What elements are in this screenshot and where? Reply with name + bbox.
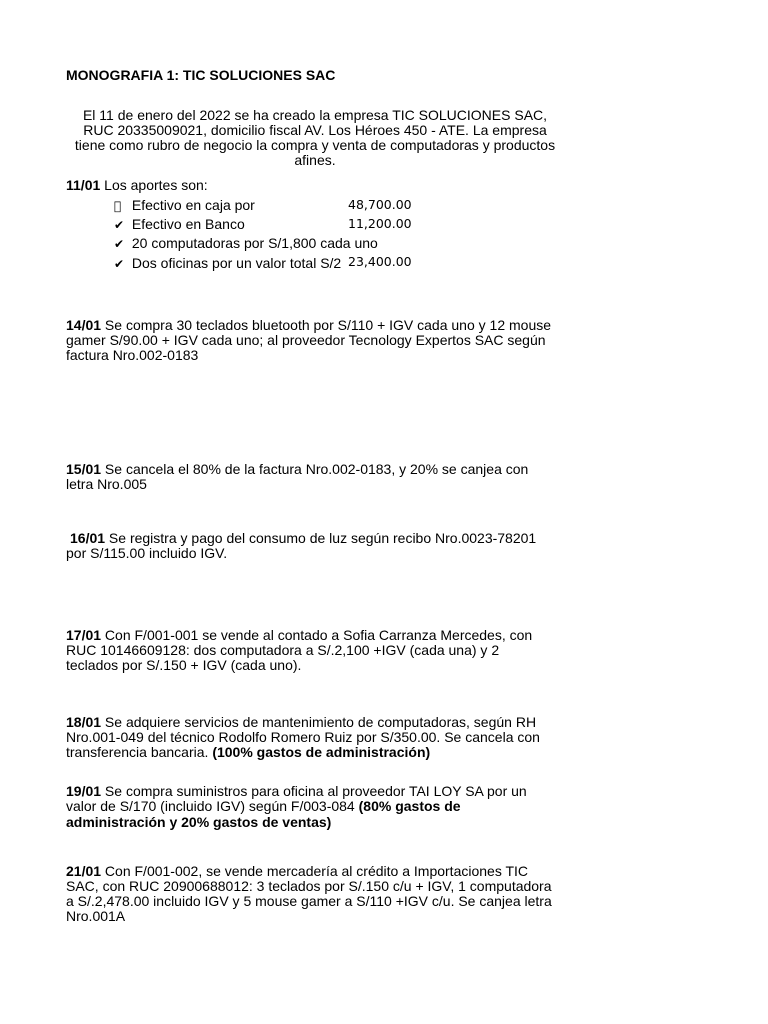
contribution-amount: 11,200.00 xyxy=(348,216,412,231)
contribution-item xyxy=(114,256,341,272)
entry-line: factura Nro.002-0183 xyxy=(66,347,199,363)
entry-line: RUC 10146609128: dos computadora a S/.2,100 +IGV (cada una) y 2 xyxy=(66,642,500,658)
entry-text: Los aportes son: xyxy=(100,177,208,193)
entry-line: teclados por S/.150 + IGV (cada uno). xyxy=(66,657,302,673)
entry-date: 14/01 xyxy=(66,317,102,333)
entry-19-01 xyxy=(66,784,527,799)
entry-line: valor de S/170 (incluido IGV) según F/003-084 xyxy=(66,798,359,814)
entry-last-line xyxy=(66,745,430,760)
entry-11-01 xyxy=(66,178,208,193)
entry-line: Con F/001-001 se vende al contado a Sofia Carranza Mercedes, con xyxy=(101,627,533,643)
entry-14-01 xyxy=(66,318,551,333)
document-title: MONOGRAFIA 1: TIC SOLUCIONES SAC xyxy=(66,67,336,83)
entry-line: Nro.001-049 del técnico Rodolfo Romero Ruiz por S/350.00. Se cancela con xyxy=(66,729,540,745)
entry-line: gamer S/90.00 + IGV cada uno; al proveedor Tecnology Expertos SAC según xyxy=(66,332,546,348)
contribution-label: Efectivo en Banco xyxy=(128,216,245,232)
entry-line: Se compra 30 teclados bluetooth por S/110 + IGV cada uno y 12 mouse xyxy=(101,317,552,333)
contribution-label: Dos oficinas por un valor total S/2 xyxy=(128,255,342,271)
entry-line: Se registra y pago del consumo de luz según recibo Nro.0023-78201 xyxy=(105,530,537,546)
intro-line: El 11 de enero del 2022 se ha creado la empresa TIC SOLUCIONES SAC, xyxy=(82,107,548,123)
checkmark-icon: ✔ xyxy=(114,237,125,251)
entry-18-01 xyxy=(66,715,536,730)
expense-allocation: (100% gastos de administración) xyxy=(212,744,431,760)
entry-17-01 xyxy=(66,628,532,643)
entry-15-01 xyxy=(66,462,528,477)
intro-paragraph xyxy=(60,108,570,168)
entry-date: 21/01 xyxy=(66,863,102,879)
contribution-item xyxy=(114,217,245,233)
intro-line: tiene como rubro de negocio la compra y venta de computadoras y productos xyxy=(74,137,556,153)
entry-line: SAC, con RUC 20900688012: 3 teclados por S/.150 c/u + IGV, 1 computadora xyxy=(66,878,552,894)
checkmark-icon: ✔ xyxy=(114,257,125,271)
contribution-item xyxy=(114,236,378,252)
entry-date: 17/01 xyxy=(66,627,102,643)
checkmark-icon: ✔ xyxy=(114,218,125,232)
expense-allocation-continued: administración y 20% gastos de ventas) xyxy=(66,814,332,830)
entry-line: Se compra suministros para oficina al proveedor TAI LOY SA por un xyxy=(101,783,527,799)
missing-glyph-icon xyxy=(114,199,128,214)
entry-line: Se adquiere servicios de mantenimiento de computadoras, según RH xyxy=(101,714,537,730)
entry-line: letra Nro.005 xyxy=(66,476,147,492)
contribution-amount: 23,400.00 xyxy=(348,254,412,269)
entry-date: 11/01 xyxy=(66,177,101,193)
contribution-label: 20 computadoras por S/1,800 cada uno xyxy=(128,235,378,251)
entry-16-01 xyxy=(70,531,536,546)
expense-allocation: (80% gastos de xyxy=(358,798,461,814)
entry-line: Nro.001A xyxy=(66,908,126,924)
entry-date: 16/01 xyxy=(70,530,106,546)
contribution-amount: 48,700.00 xyxy=(348,197,412,212)
entry-line: Se cancela el 80% de la factura Nro.002-0183, y 20% se canjea con xyxy=(101,461,529,477)
entry-date: 15/01 xyxy=(66,461,102,477)
contribution-label: Efectivo en caja por xyxy=(128,197,255,213)
intro-line: afines. xyxy=(294,152,336,168)
entry-line: Con F/001-002, se vende mercadería al crédito a Importaciones TIC xyxy=(101,863,529,879)
entry-date: 18/01 xyxy=(66,714,102,730)
entry-line: por S/115.00 incluido IGV. xyxy=(66,545,228,561)
entry-date: 19/01 xyxy=(66,783,102,799)
entry-line-with-bold xyxy=(66,799,461,814)
entry-21-01 xyxy=(66,864,528,879)
entry-line: transferencia bancaria. xyxy=(66,744,213,760)
intro-line: RUC 20335009021, domicilio fiscal AV. Los Héroes 450 - ATE. La empresa xyxy=(83,122,547,138)
entry-line: a S/.2,478.00 incluido IGV y 5 mouse gamer a S/110 +IGV c/u. Se canjea letra xyxy=(66,893,552,909)
contribution-item xyxy=(114,198,255,214)
